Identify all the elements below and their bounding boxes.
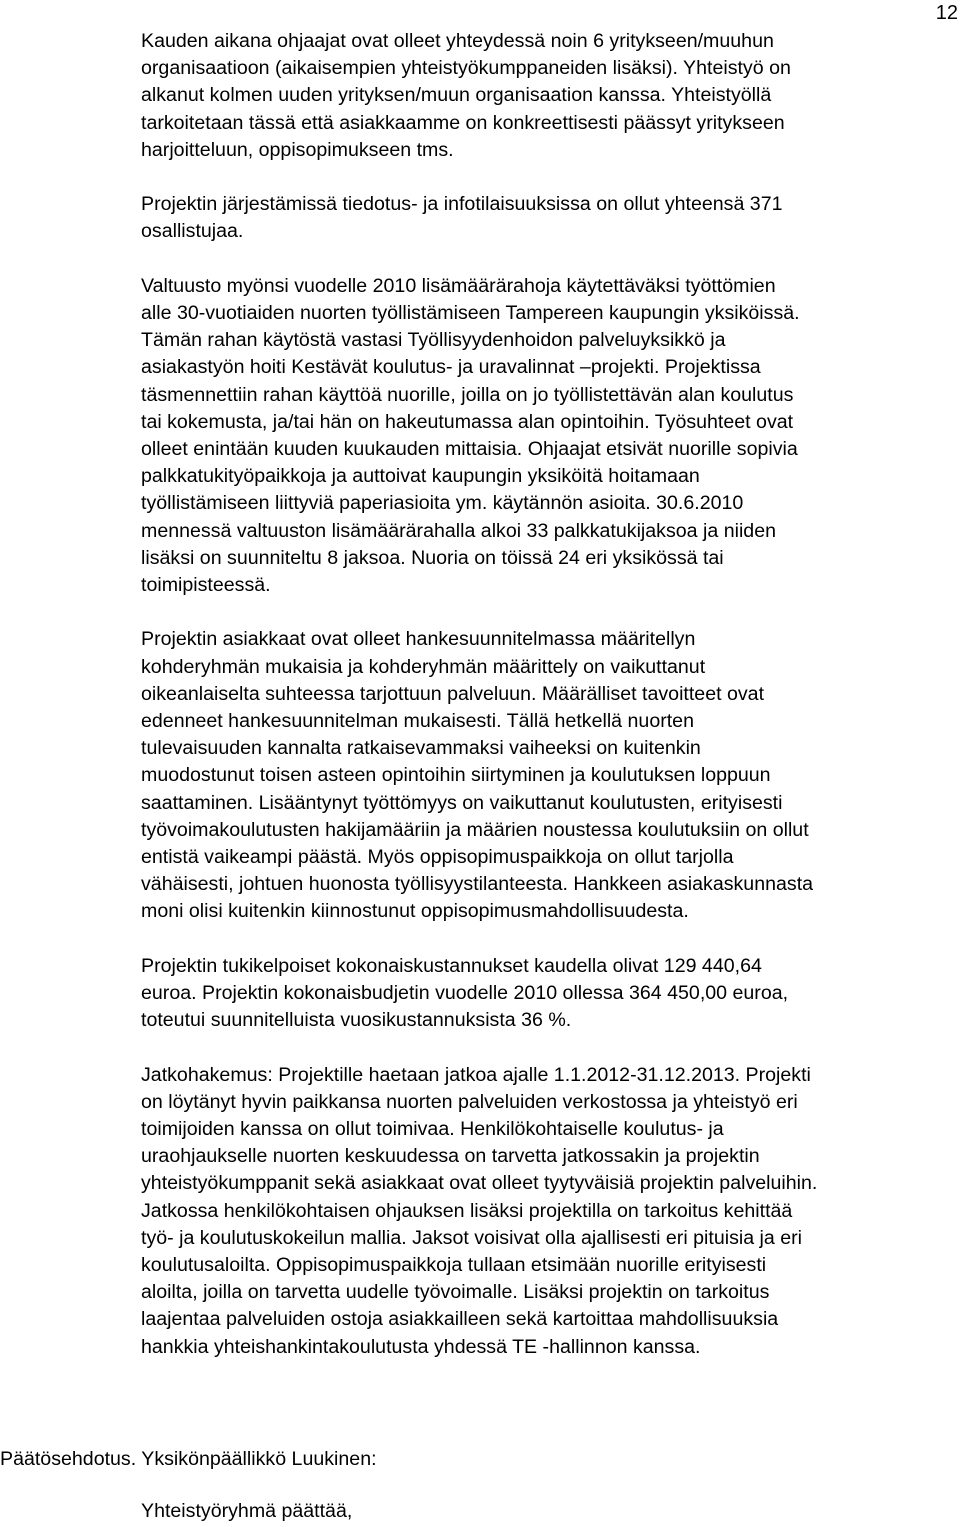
text-line: tulevaisuuden kannalta ratkaisevammaksi vaiheeksi on kuitenkin xyxy=(141,737,701,760)
text-line: työ- ja koulutuskokeilun mallia. Jaksot voisivat olla ajallisesti eri pituisia ja eri xyxy=(141,1226,803,1249)
document-body xyxy=(141,28,953,1388)
text-line: uraohjaukselle nuorten keskuudessa on tarvetta jatkossakin ja projektin xyxy=(141,1145,760,1168)
paragraph-council-funding xyxy=(141,273,953,599)
text-line: olleet enintään kuuden kuukauden mittaisia. Ohjaajat etsivät nuorille sopivia xyxy=(141,438,798,461)
text-line: alle 30-vuotiaiden nuorten työllistämiseen Tampereen kaupungin yksiköissä. xyxy=(141,302,800,324)
text-line: mennessä valtuuston lisämäärärahalla alkoi 33 palkkatukijaksoa ja niiden xyxy=(141,519,776,542)
text-line: hankkia yhteishankintakoulutusta yhdessä TE -hallinnon kanssa. xyxy=(141,1335,701,1358)
text-line: aloilta, joilla on tarvetta uudelle työvoimalle. Lisäksi projektin on tarkoitus xyxy=(141,1281,770,1304)
text-line: lisäksi on suunniteltu 8 jaksoa. Nuoria on töissä 24 eri yksikössä tai xyxy=(141,546,724,569)
text-line: osallistujaa. xyxy=(141,220,244,243)
group-decides-text: Yhteistyöryhmä päättää, xyxy=(141,1500,353,1522)
text-line: muodostunut toisen asteen opintoihin siirtyminen ja koulutuksen loppuun xyxy=(141,764,771,787)
text-line: Kauden aikana ohjaajat ovat olleet yhteydessä noin 6 yritykseen/muuhun xyxy=(141,30,774,52)
text-line: Projektin tukikelpoiset kokonaiskustannukset kaudella olivat 129 440,64 xyxy=(141,954,762,977)
text-line: organisaatioon (aikaisempien yhteistyökumppaneiden lisäksi). Yhteistyö on xyxy=(141,57,791,80)
paragraph-costs xyxy=(141,953,953,1035)
text-line: Jatkossa henkilökohtaisen ohjauksen lisäksi projektilla on tarkoitus kehittää xyxy=(141,1199,793,1222)
text-line: entistä vaikeampi päästä. Myös oppisopimuspaikkoja on ollut tarjolla xyxy=(141,846,734,869)
text-line: yhteistyökumppanit sekä asiakkaat ovat olleet tyytyväisiä projektin palveluihin. xyxy=(141,1172,818,1195)
text-line: työvoimakoulutusten hakijamääriin ja määrien noustessa koulutuksiin on ollut xyxy=(141,818,809,841)
text-line: Projektin asiakkaat ovat olleet hankesuunnitelmassa määritellyn xyxy=(141,628,696,651)
text-line: euroa. Projektin kokonaisbudjetin vuodelle 2010 ollessa 364 450,00 euroa, xyxy=(141,982,789,1005)
text-line: työllistämiseen liittyviä paperiasioita ym. käytännön asioita. 30.6.2010 xyxy=(141,492,744,515)
text-line: asiakastyön hoiti Kestävät koulutus- ja uravalinnat –projekti. Projektissa xyxy=(141,356,761,379)
text-line: moni olisi kuitenkin kiinnostunut oppisopimusmahdollisuudesta. xyxy=(141,900,689,923)
text-line: oikeanlaiselta suhteessa tarjottuun palveluun. Määrälliset tavoitteet ovat xyxy=(141,682,765,705)
text-line: Jatkohakemus: Projektille haetaan jatkoa ajalle 1.1.2012-31.12.2013. Projekti xyxy=(141,1063,811,1086)
text-line: kohderyhmän mukaisia ja kohderyhmän määrittely on vaikuttanut xyxy=(141,655,706,678)
text-line: saattaminen. Lisääntynyt työttömyys on vaikuttanut koulutusten, erityisesti xyxy=(141,791,783,814)
text-line: on löytänyt hyvin paikkansa nuorten palveluiden verkostossa ja yhteistyö eri xyxy=(141,1090,798,1113)
paragraph-cooperation xyxy=(141,28,953,164)
text-line: vähäisesti, johtuen huonosta työllisyystilanteesta. Hankkeen asiakaskunnasta xyxy=(141,873,814,896)
text-line: alkanut kolmen uuden yrityksen/muun organisaation kanssa. Yhteistyöllä xyxy=(141,84,772,107)
paragraph-info-events xyxy=(141,191,953,245)
text-line: Valtuusto myönsi vuodelle 2010 lisämäärärahoja käytettäväksi työttömien xyxy=(141,274,776,297)
text-line: täsmennettiin rahan käyttöä nuorille, joilla on jo työllistettävän alan koulutus xyxy=(141,383,794,406)
text-line: toteutui suunnitelluista vuosikustannuksista 36 %. xyxy=(141,1009,572,1032)
text-line: laajentaa palveluiden ostoja asiakkailleen sekä kartoittaa mahdollisuuksia xyxy=(141,1308,779,1331)
text-line: toimijoiden kanssa on ollut toimivaa. Henkilökohtaiselle koulutus- ja xyxy=(141,1118,724,1141)
page-number: 12 xyxy=(935,2,958,24)
text-line: edenneet hankesuunnitelman mukaisesti. Tällä hetkellä nuorten xyxy=(141,710,694,733)
decision-proposal: Päätösehdotus. Yksikönpäällikkö Luukinen: xyxy=(0,1448,377,1470)
paragraph-target-group xyxy=(141,626,953,925)
text-line: Tämän rahan käytöstä vastasi Työllisyydenhoidon palveluyksikkö ja xyxy=(141,329,726,352)
text-line: tai kokemusta, ja/tai hän on hakeutumassa alan opintoihin. Työsuhteet ovat xyxy=(141,410,794,433)
text-line: harjoitteluun, oppisopimukseen tms. xyxy=(141,138,454,161)
text-line: palkkatukityöpaikkoja ja auttoivat kaupungin yksiköitä hoitamaan xyxy=(141,465,700,488)
text-line: Projektin järjestämissä tiedotus- ja infotilaisuuksissa on ollut yhteensä 371 xyxy=(141,193,783,216)
text-line: toimipisteessä. xyxy=(141,574,271,597)
paragraph-continuation xyxy=(141,1062,953,1361)
text-line: koulutusaloilta. Oppisopimuspaikkoja tullaan etsimään nuorille erityisesti xyxy=(141,1254,767,1277)
text-line: tarkoitetaan tässä että asiakkaamme on konkreettisesti päässyt yritykseen xyxy=(141,111,785,134)
